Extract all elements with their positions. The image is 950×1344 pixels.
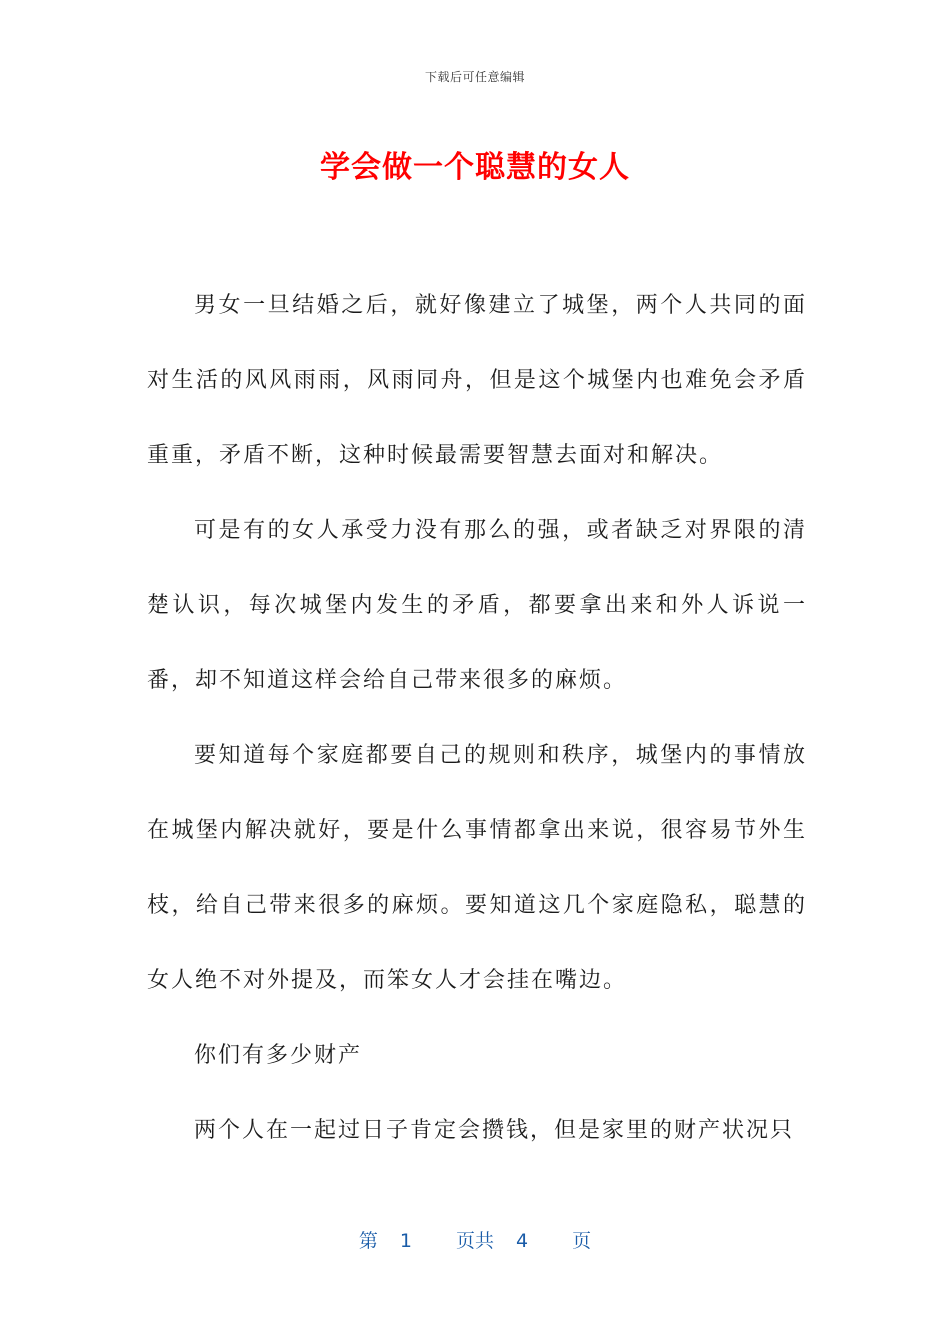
page-prefix: 第 [358,1230,378,1252]
paragraph: 可是有的女人承受力没有那么的强，或者缺乏对界限的清楚认识，每次城堡内发生的矛盾，都要拿出来和外人诉说一番，却不知道这样会给自己带来很多的麻烦。 [147,518,807,693]
total-pages-number: 4 [516,1230,529,1252]
page-suffix: 页 [572,1230,592,1252]
page-middle-text: 页共 [455,1230,494,1252]
paragraph: 男女一旦结婚之后，就好像建立了城堡，两个人共同的面对生活的风风雨雨，风雨同舟，但是这个城堡内也难免会矛盾重重，矛盾不断，这种时候最需要智慧去面对和解决。 [147,293,807,468]
paragraph: 两个人在一起过日子肯定会攒钱，但是家里的财产状况只 [194,1118,795,1143]
document-title: 学会做一个聪慧的女人 [320,150,630,185]
paragraph: 要知道每个家庭都要自己的规则和秩序，城堡内的事情放在城堡内解决就好，要是什么事情都拿出来说，很容易节外生枝，给自己带来很多的麻烦。要知道这几个家庭隐私，聪慧的女人绝不对外提及，而笨女人才会挂在嘴边。 [147,743,807,993]
header-note: 下载后可任意编辑 [424,70,525,84]
current-page-number: 1 [399,1230,412,1252]
document-body [147,268,807,1168]
section-heading: 你们有多少财产 [194,1043,363,1068]
page-footer [0,1226,950,1253]
